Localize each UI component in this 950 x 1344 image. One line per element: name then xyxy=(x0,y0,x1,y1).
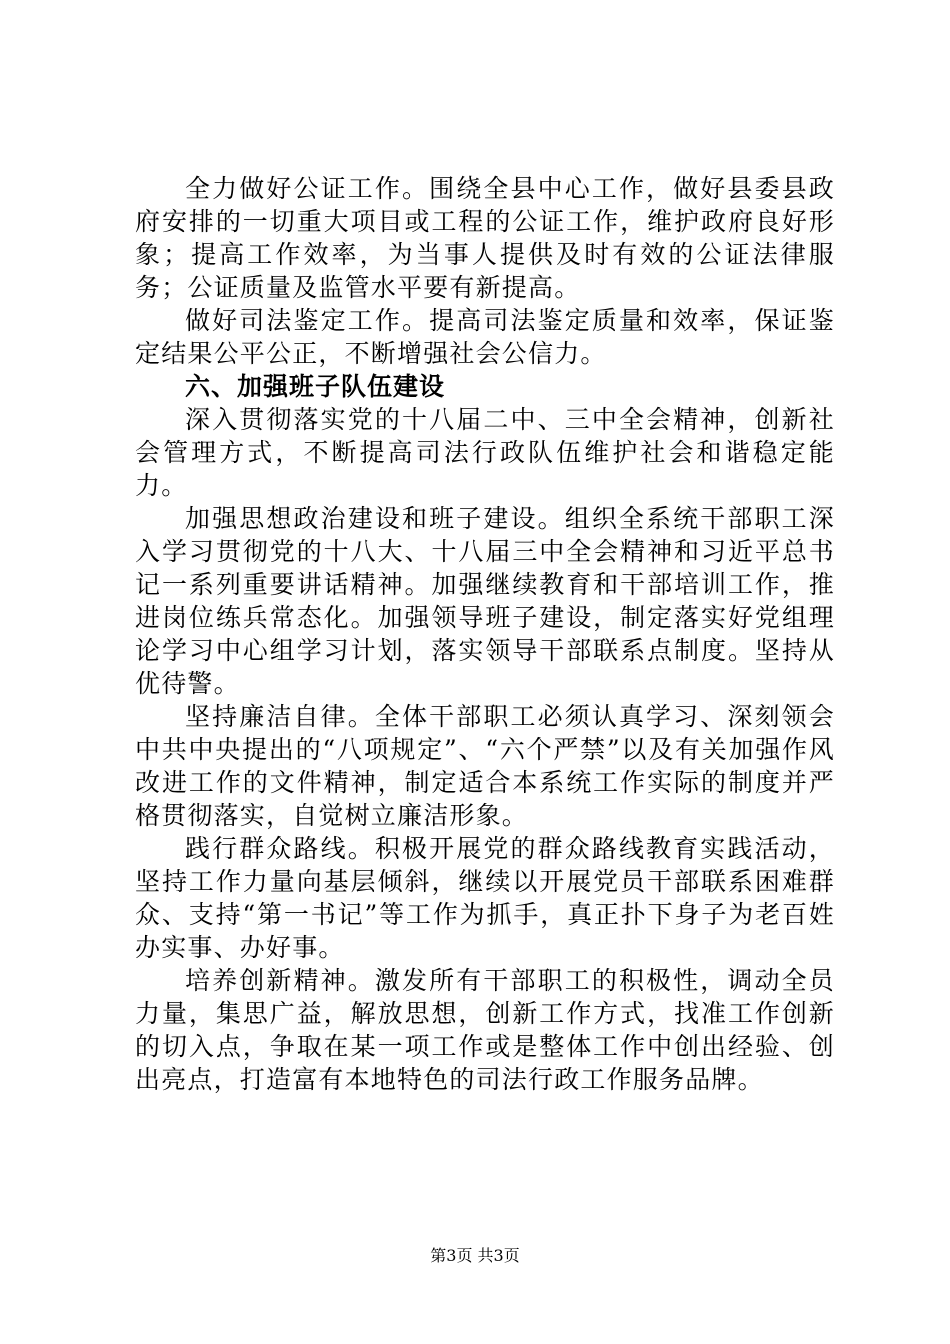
paragraph-notarization: 全力做好公证工作。围绕全县中心工作，做好县委县政府安排的一切重大项目或工程的公证工作，维护政府良好形象；提高工作效率，为当事人提供及时有效的公证法律服务；公证质量及监管水平要有新提高。 xyxy=(135,174,835,302)
paragraph-intro: 深入贯彻落实党的十八届二中、三中全会精神，创新社会管理方式，不断提高司法行政队伍维护社会和谐稳定能力。 xyxy=(135,405,835,500)
document-body xyxy=(135,172,835,1096)
paragraph-judicial-appraisal: 做好司法鉴定工作。提高司法鉴定质量和效率，保证鉴定结果公平公正，不断增强社会公信力。 xyxy=(135,306,835,368)
page-number-footer: 第3页 共3页 xyxy=(430,1246,520,1265)
paragraph-integrity: 坚持廉洁自律。全体干部职工必须认真学习、深刻领会中共中央提出的“八项规定”、“六个严禁”以及有关加强作风改进工作的文件精神，制定适合本系统工作实际的制度并严格贯彻落实，自觉树立廉洁形象。 xyxy=(135,702,835,830)
paragraph-mass-line: 践行群众路线。积极开展党的群众路线教育实践活动，坚持工作力量向基层倾斜，继续以开展党员干部联系困难群众、支持“第一书记”等工作为抓手，真正扑下身子为老百姓办实事、办好事。 xyxy=(135,834,835,962)
paragraph-political-building: 加强思想政治建设和班子建设。组织全系统干部职工深入学习贯彻党的十八大、十八届三中全会精神和习近平总书记一系列重要讲话精神。加强继续教育和干部培训工作，推进岗位练兵常态化。加强领导班子建设，制定落实好党组理论学习中心组学习计划，落实领导干部联系点制度。坚持从优待警。 xyxy=(135,504,835,698)
paragraph-innovation: 培养创新精神。激发所有干部职工的积极性，调动全员力量，集思广益，解放思想，创新工作方式，找准工作创新的切入点，争取在某一项工作或是整体工作中创出经验、创出亮点，打造富有本地特色的司法行政工作服务品牌。 xyxy=(135,966,835,1094)
section-heading: 六、加强班子队伍建设 xyxy=(185,372,446,401)
